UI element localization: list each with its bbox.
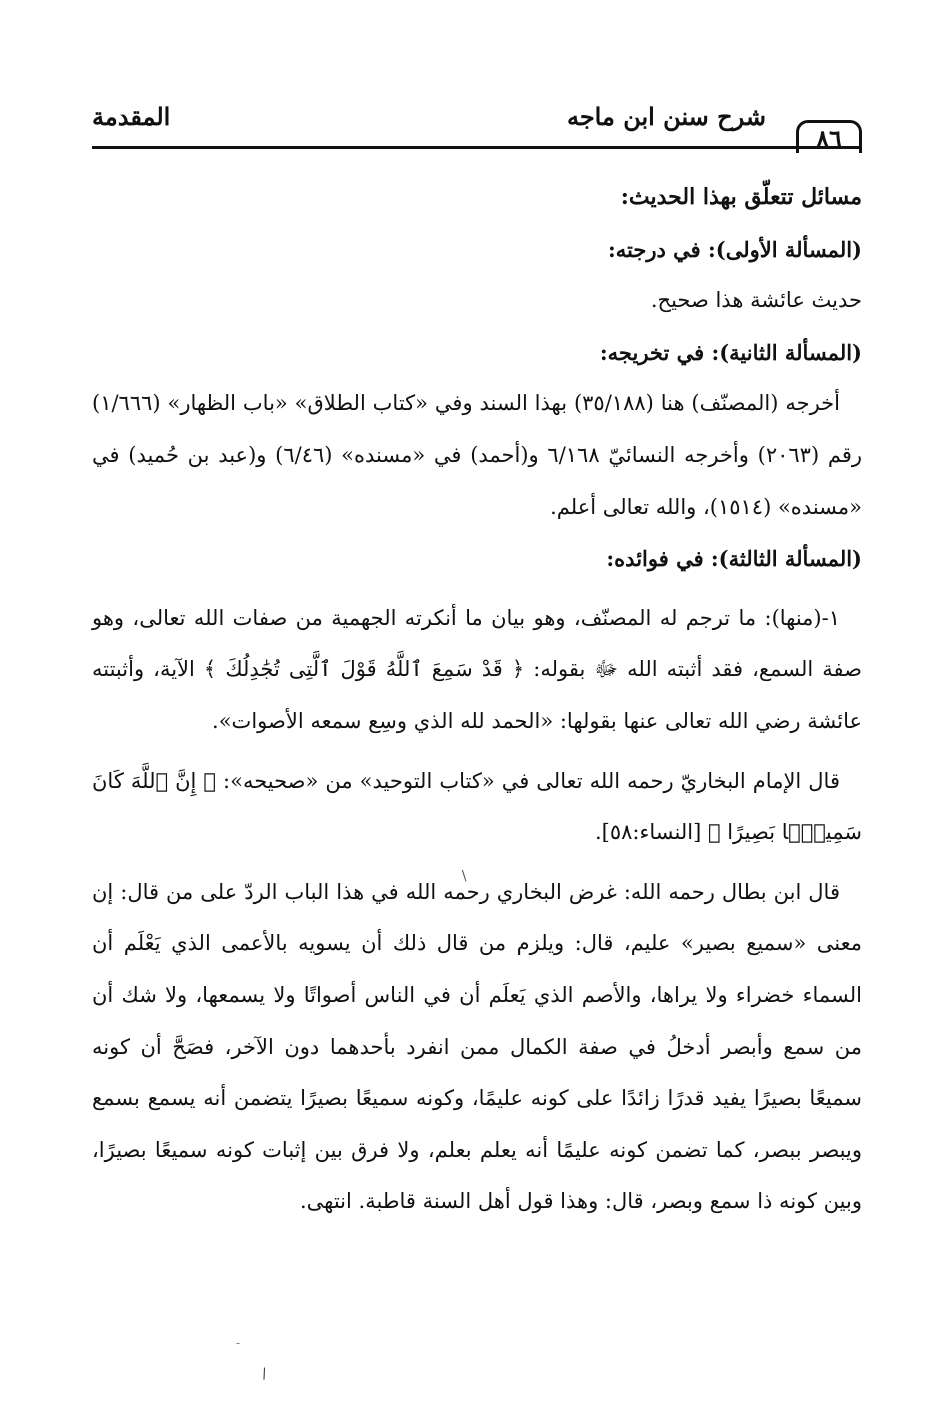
issue-1-text: حديث عائشة هذا صحيح. [650,288,862,313]
stray-ink-mark: / [260,1365,269,1383]
issue-3-text: ١-(منها): ما ترجم له المصنّف، وهو بيان ما أنكرته الجهمية من صفات الله تعالى، وهو صفة السمع، فقد أثبته الله ﷻ بقوله: ﴿ قَدْ سَمِعَ ٱللَّهُ قَوْلَ ٱلَّتِى تُجَٰدِلُكَ ﴾ الآية، وأثبتته عائشة رضي الله تعالى عنها بقولها: «الحمد لله الذي وسِع سمعه الأصوات». [92,605,862,733]
paragraph-gap [92,859,862,867]
issue-2-text: أخرجه (المصنّف) هنا (٣٥/١٨٨) بهذا السند وفي «كتاب الطلاق» «باب الظهار» (١/٦٦٦) رقم (٢٠٦٣) وأخرجه النسائيّ ٦/١٦٨ و(أحمد) في «مسنده» (٦/٤٦) و(عبد بن حُميد) في «مسنده» (١٥١٤)، والله تعالى أعلم. [92,391,863,519]
paragraph-gap [92,585,862,593]
stray-dot-mark: - [236,1336,241,1350]
issue-1-heading: (المسألة الأولى): في درجته: [608,236,862,262]
issue-3-heading: (المسألة الثالثة): في فوائده: [606,546,862,572]
running-header [92,100,862,154]
page-number: ٨٦ [796,120,862,153]
book-title: شرح سنن ابن ماجه [566,102,766,131]
body-text [92,172,862,1228]
paragraph-gap [92,748,862,756]
bukhari-quote: قال الإمام البخاريّ رحمه الله تعالى في «كتاب التوحيد» من «صحيحه»: ﴿ إِنَّ ٱللَّهَ كَانَ سَمِيعًۢا بَصِيرًا ﴾ [النساء:٥٨]. [92,768,862,845]
issue-2-heading: (المسألة الثانية): في تخريجه: [599,339,862,365]
stray-pen-mark: / [457,868,471,884]
header-rule [92,146,862,149]
section-title: المقدمة [92,102,171,131]
ibn-battal-quote: قال ابن بطال رحمه الله: غرض البخاري رحمه الله في هذا الباب الردّ على من قال: إن معنى «سميع بصير» عليم، قال: ويلزم من قال ذلك أن يسويه بالأعمى الذي يَعْلَم أن السماء خضراء ولا يراها، والأصم الذي يَعلَم أن في الناس أصواتًا ولا يسمعها، ولا شك أن من سمع وأبصر أدخلُ في صفة الكمال ممن انفرد بأحدهما دون الآخر، فصَحَّ أن كونه سميعًا بصيرًا يفيد قدرًا زائدًا على كونه عليمًا، وكونه سميعًا بصيرًا يتضمن أنه يسمع بسمع ويبصر ببصر، كما تضمن كونه عليمًا أنه يعلم بعلم، ولا فرق بين إثبات كونه سميعًا بصيرًا، وبين كونه ذا سمع وبصر، قال: وهذا قول أهل السنة قاطبة. انتهى. [92,879,862,1214]
section-heading: مسائل تتعلّق بهذا الحديث: [620,184,862,210]
